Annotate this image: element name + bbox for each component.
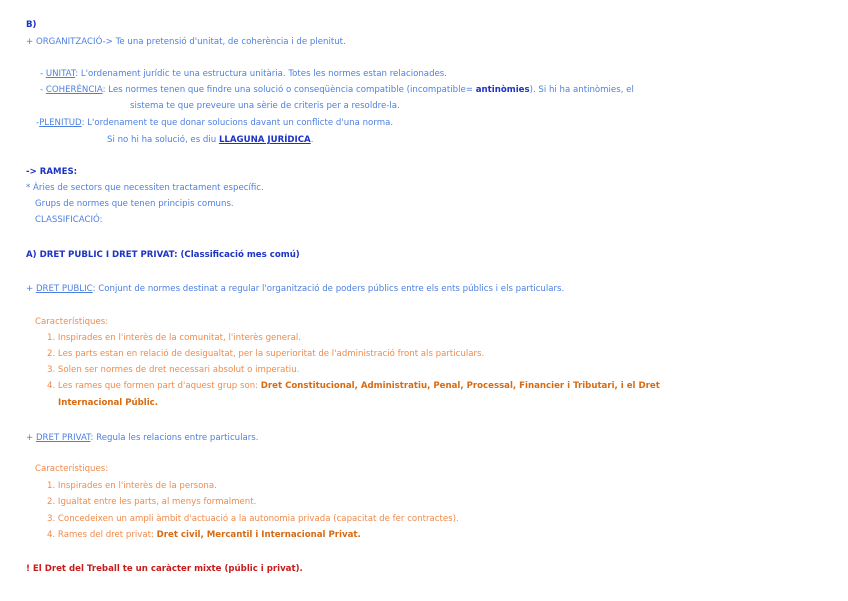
organitzacio-line: [26, 37, 346, 48]
organitzacio-term: ORGANITZACIÓ: [35, 37, 103, 47]
privat-item-3: 3. Concedeixen un ampli àmbit d'actuació a la autonomia privada (capacitat de fer contractes).: [47, 514, 459, 524]
coherencia-text-2: ). Si hi ha antinòmies, el: [529, 85, 634, 95]
coherencia-term: COHERÈNCIA: [45, 85, 103, 95]
antinomies-term: antinòmies: [475, 85, 530, 95]
public-item-1: 1. Inspirades en l'interès de la comunitat, l'interès general.: [47, 333, 301, 343]
public-item-4: 4. Les rames que formen part d'aquest grup son: Dret Constitucional, Administratiu, Penal, Processal, Financier i Tributari, i el Dret: [47, 381, 660, 391]
coherencia-line-2: sistema te que preveure una sèrie de criteris per a resoldre-la.: [130, 101, 400, 111]
unitat-text: : L'ordenament jurídic te una estructura unitària. Totes les normes estan relacionades.: [75, 69, 448, 79]
plenitud-text: : L'ordenament te que donar solucions davant un conflicte d'una norma.: [81, 118, 394, 128]
privat-caracteristiques-label: Característiques:: [35, 464, 109, 474]
dret-treball-note: ! El Dret del Treball te un caràcter mixte (públic i privat).: [26, 564, 303, 574]
privat-item-4: 4. Rames del dret privat: Dret civil, Mercantil i Internacional Privat.: [47, 530, 361, 540]
dret-public-text: : Conjunt de normes destinat a regular l'organització de poders públics entre els ents públics i els particulars.: [92, 284, 565, 294]
dret-privat-text: : Regula les relacions entre particulars.: [90, 433, 259, 443]
plenitud-term: PLENITUD: [39, 118, 82, 128]
plus-marker: +: [26, 37, 36, 47]
rames-line-1: * Àries de sectors que necessiten tractament específic.: [26, 183, 264, 193]
section-b-label: B): [26, 20, 37, 30]
organitzacio-text: -> Te una pretensió d'unitat, de coherència i de plenitut.: [102, 37, 346, 47]
section-a-heading: A) DRET PUBLIC I DRET PRIVAT: (Classificació mes comú): [26, 250, 300, 260]
privat-item-2: 2. Igualtat entre les parts, al menys formalment.: [47, 497, 257, 507]
coherencia-text: : Les normes tenen que findre una solució o conseqüència compatible (incompatible=: [102, 85, 476, 95]
rames-line-2: Grups de normes que tenen principis comuns.: [35, 199, 234, 209]
dret-privat-term: DRET PRIVAT: [35, 433, 91, 443]
coherencia-line: - COHERÈNCIA: Les normes tenen que findre una solució o conseqüència compatible (incompatible= antinòmies). Si hi ha antinòmies, el: [40, 85, 634, 95]
public-rames-list: Dret Constitucional, Administratiu, Penal, Processal, Financier i Tributari, i el Dret: [260, 381, 660, 391]
plenitud-line-2: Si no hi ha solució, es diu LLAGUNA JURÍDICA.: [107, 135, 314, 145]
privat-rames-list: Dret civil, Mercantil i Internacional Privat.: [156, 530, 361, 540]
public-item-4-cont: Internacional Públic.: [58, 398, 159, 408]
unitat-line: - UNITAT: L'ordenament jurídic te una estructura unitària. Totes les normes estan relacionades.: [40, 69, 448, 79]
asterisk-marker: *: [26, 183, 31, 193]
dret-public-line: + DRET PUBLIC: Conjunt de normes destinat a regular l'organització de poders públics entre els ents públics i els particulars.: [26, 284, 565, 294]
rames-heading: -> RAMES:: [26, 167, 78, 177]
privat-item-1: 1. Inspirades en l'interès de la persona.: [47, 481, 217, 491]
plenitud-line: -PLENITUD: L'ordenament te que donar solucions davant un conflicte d'una norma.: [36, 118, 394, 128]
dret-privat-line: + DRET PRIVAT: Regula les relacions entre particulars.: [26, 433, 259, 443]
unitat-term: UNITAT: [45, 69, 76, 79]
dret-public-term: DRET PUBLIC: [35, 284, 93, 294]
classificacio-label: CLASSIFICACIÓ:: [35, 215, 103, 225]
public-caracteristiques-label: Característiques:: [35, 317, 109, 327]
public-item-2: 2. Les parts estan en relació de desigualtat, per la superioritat de l'administració front als particulars.: [47, 349, 485, 359]
public-item-3: 3. Solen ser normes de dret necessari absolut o imperatiu.: [47, 365, 300, 375]
llacuna-juridica-term: LLAGUNA JURÍDICA: [218, 135, 311, 145]
